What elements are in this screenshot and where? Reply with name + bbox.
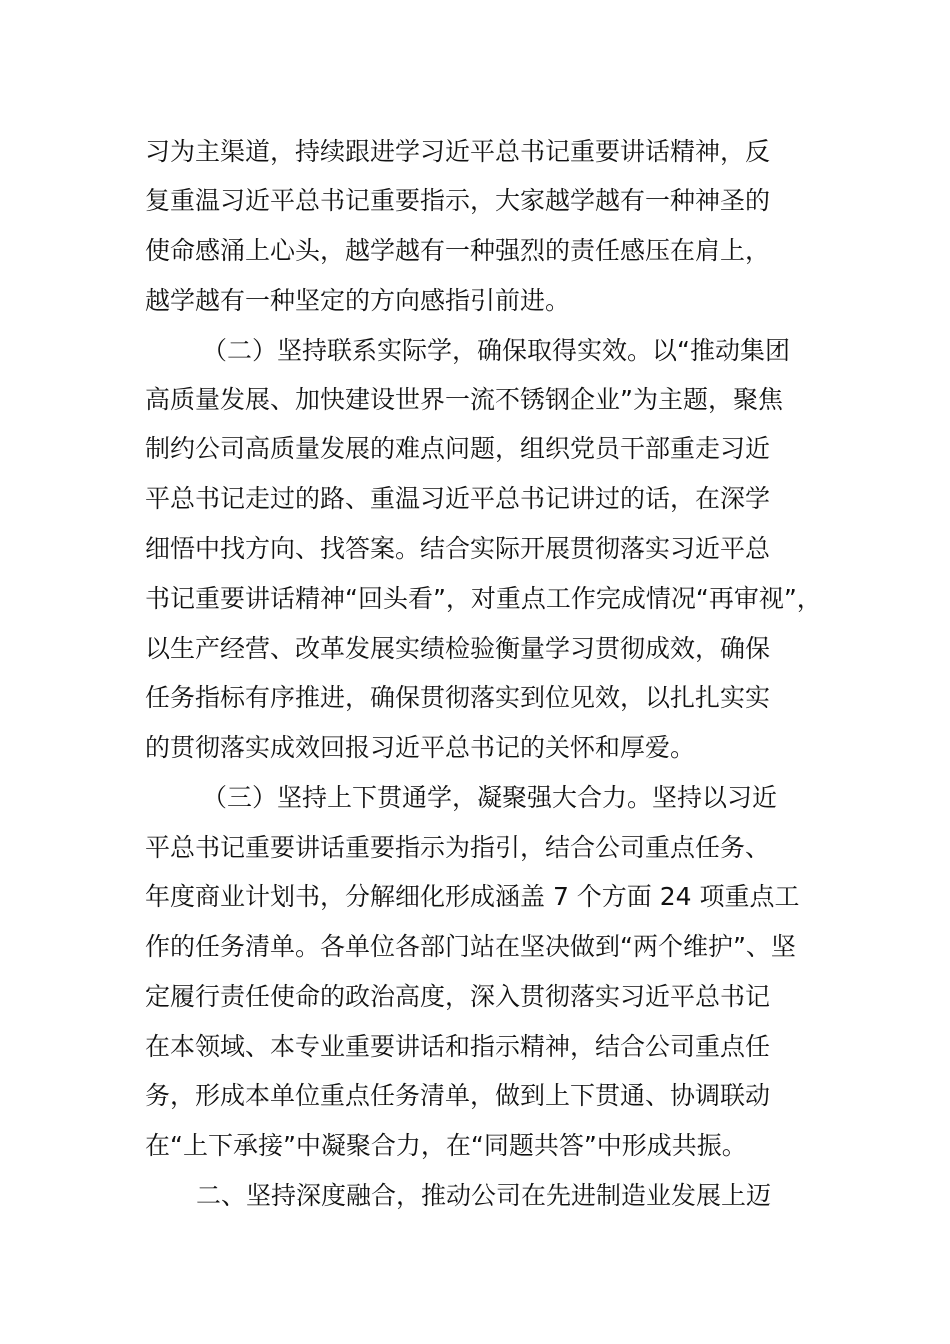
paragraph-line: 定履行责任使命的政治高度，深入贯彻落实习近平总书记 — [145, 982, 771, 1011]
paragraph-line: 以生产经营、改革发展实绩检验衡量学习贯彻成效，确保 — [145, 634, 771, 663]
paragraph-line: 细悟中找方向、找答案。结合实际开展贯彻落实习近平总 — [145, 534, 771, 563]
paragraph-line: 在“上下承接”中凝聚合力，在“同题共答”中形成共振。 — [145, 1131, 747, 1160]
section-heading-line: （三）坚持上下贯通学，凝聚强大合力。坚持以习近 — [202, 783, 778, 812]
section-heading-line: （二）坚持联系实际学，确保取得实效。以“推动集团 — [202, 336, 790, 365]
paragraph-line: 高质量发展、加快建设世界一流不锈钢企业”为主题，聚焦 — [145, 385, 783, 414]
paragraph-line: 年度商业计划书，分解细化形成涵盖 7 个方面 24 项重点工 — [145, 882, 800, 911]
paragraph-line: 作的任务清单。各单位各部门站在坚决做到“两个维护”、坚 — [145, 932, 796, 961]
paragraph-line: 务，形成本单位重点任务清单，做到上下贯通、协调联动 — [145, 1081, 771, 1110]
paragraph-line: 复重温习近平总书记重要指示，大家越学越有一种神圣的 — [145, 186, 771, 215]
paragraph-line: 书记重要讲话精神“回头看”，对重点工作完成情况“再审视”， — [145, 584, 822, 613]
paragraph-line: 的贯彻落实成效回报习近平总书记的关怀和厚爱。 — [145, 733, 696, 762]
section-heading-line: 二、坚持深度融合，推动公司在先进制造业发展上迈 — [196, 1181, 772, 1210]
paragraph-line: 任务指标有序推进，确保贯彻落实到位见效，以扎扎实实 — [145, 683, 771, 712]
paragraph-line: 平总书记重要讲话重要指示为指引，结合公司重点任务、 — [145, 833, 771, 862]
paragraph-line: 平总书记走过的路、重温习近平总书记讲过的话，在深学 — [145, 484, 771, 513]
paragraph-line: 使命感涌上心头，越学越有一种强烈的责任感压在肩上， — [145, 236, 771, 265]
paragraph-line: 制约公司高质量发展的难点问题，组织党员干部重走习近 — [145, 434, 771, 463]
paragraph-line: 越学越有一种坚定的方向感指引前进。 — [145, 286, 571, 315]
paragraph-line: 在本领域、本专业重要讲话和指示精神，结合公司重点任 — [145, 1032, 771, 1061]
paragraph-line: 习为主渠道，持续跟进学习近平总书记重要讲话精神，反 — [145, 137, 771, 166]
